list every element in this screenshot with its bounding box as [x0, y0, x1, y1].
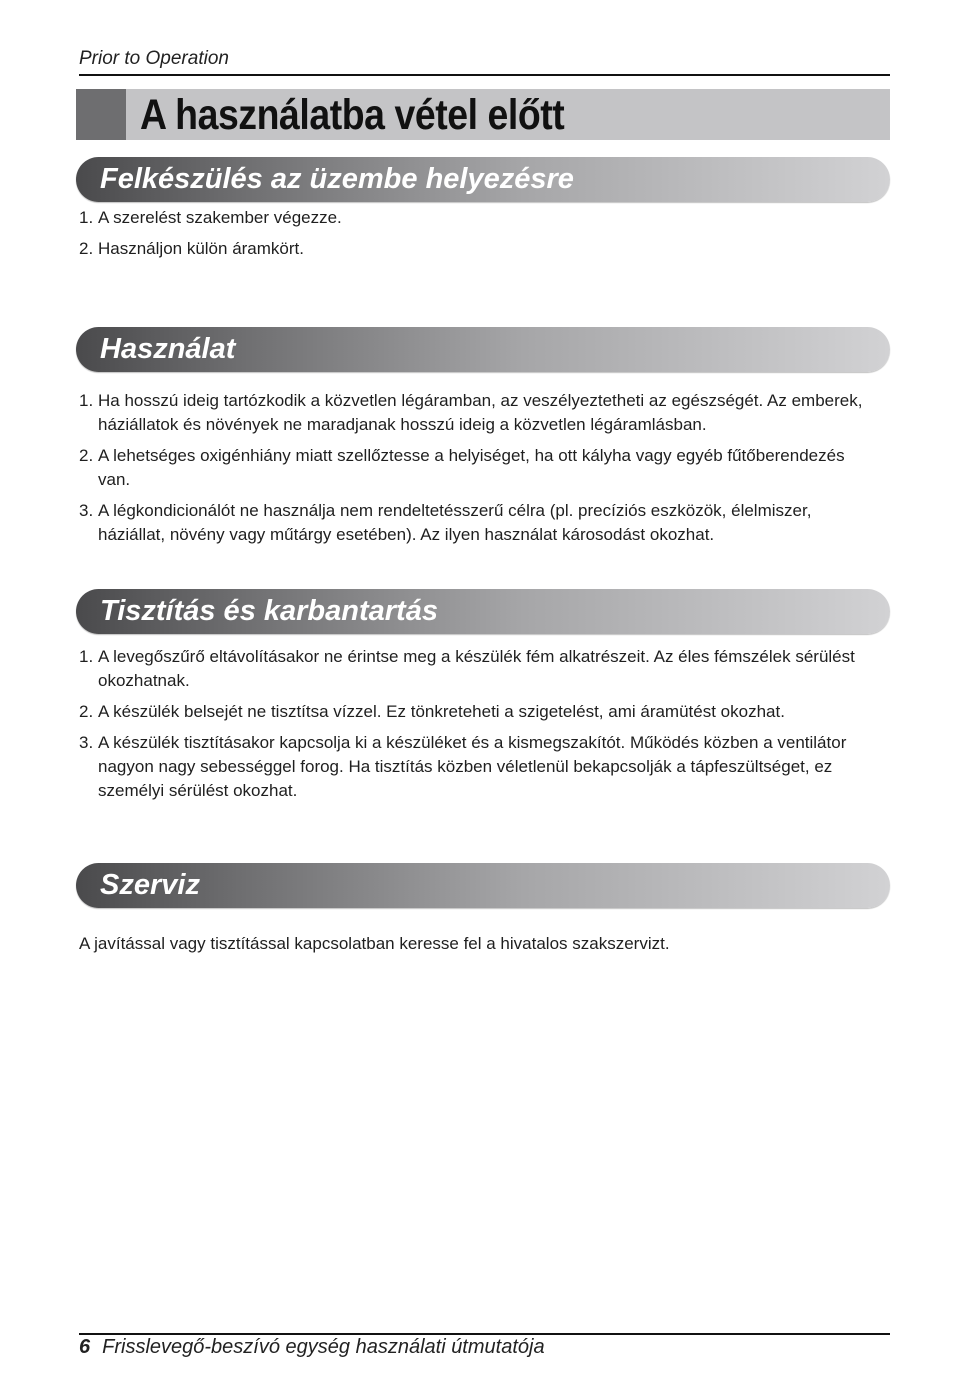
item-text: A levegőszűrő eltávolításakor ne érintse meg a készülék fém alkatrészeit. Az éles fémszélek sérülést okozhatnak. [98, 647, 855, 690]
section-heading: Felkészülés az üzembe helyezésre [100, 163, 574, 195]
item-text: A készülék belsejét ne tisztítsa vízzel. Ez tönkreteheti a szigetelést, ami áramütést okozhat. [98, 702, 785, 721]
item-text: A lehetséges oxigénhiány miatt szellőztesse a helyiséget, ha ott kályha vagy egyéb fűtőberendezés van. [98, 446, 845, 489]
preparation-list [79, 206, 879, 268]
footer-title: Frisslevegő-beszívó egység használati útmutatója [102, 1336, 545, 1358]
list-item [79, 499, 879, 547]
section-header-cleaning [76, 589, 890, 634]
item-number: 2. [79, 702, 94, 721]
section-header-service [76, 863, 890, 908]
running-header: Prior to Operation [79, 48, 229, 69]
item-text: A szerelést szakember végezze. [98, 208, 342, 227]
item-text: A légkondicionálót ne használja nem rendeltetésszerű célra (pl. precíziós eszközök, élelmiszer, háziállat, növény vagy műtárgy esetében). Az ilyen használat károsodást okozhat. [98, 501, 812, 544]
item-number: 2. [79, 446, 94, 465]
usage-list [79, 389, 879, 554]
item-number: 1. [79, 391, 94, 410]
item-number: 3. [79, 501, 94, 520]
section-heading: Használat [100, 333, 236, 365]
service-paragraph: A javítással vagy tisztítással kapcsolatban keresse fel a hivatalos szakszervizt. [79, 934, 670, 953]
item-number: 3. [79, 733, 94, 752]
title-accent-block [76, 89, 126, 140]
list-item [79, 444, 879, 492]
title-bar [76, 89, 890, 140]
page-number: 6 [79, 1336, 91, 1358]
top-rule [79, 74, 890, 76]
item-text: Ha hosszú ideig tartózkodik a közvetlen légáramban, az veszélyeztetheti az egészségét. Az emberek, háziállatok és növények ne maradjanak hosszú ideig a közvetlen légáramlásban. [98, 391, 863, 434]
list-item [79, 237, 879, 261]
cleaning-list [79, 645, 879, 810]
page-title: A használatba vétel előtt [140, 91, 565, 139]
bottom-rule [79, 1333, 890, 1335]
item-number: 1. [79, 208, 94, 227]
item-number: 1. [79, 647, 94, 666]
item-number: 2. [79, 239, 94, 258]
list-item [79, 731, 879, 803]
section-heading: Szerviz [100, 869, 200, 901]
item-text: Használjon külön áramkört. [98, 239, 304, 258]
list-item [79, 645, 879, 693]
list-item [79, 389, 879, 437]
section-header-usage [76, 327, 890, 372]
footer [79, 1336, 545, 1359]
section-header-preparation [76, 157, 890, 202]
list-item [79, 206, 879, 230]
list-item [79, 700, 879, 724]
section-heading: Tisztítás és karbantartás [100, 595, 438, 627]
item-text: A készülék tisztításakor kapcsolja ki a készüléket és a kismegszakítót. Működés közben a ventilátor nagyon nagy sebességgel forog. Ha tisztítás közben véletlenül bekapcsolják a tápfeszültséget, ez személyi sérülést okozhat. [98, 733, 847, 800]
